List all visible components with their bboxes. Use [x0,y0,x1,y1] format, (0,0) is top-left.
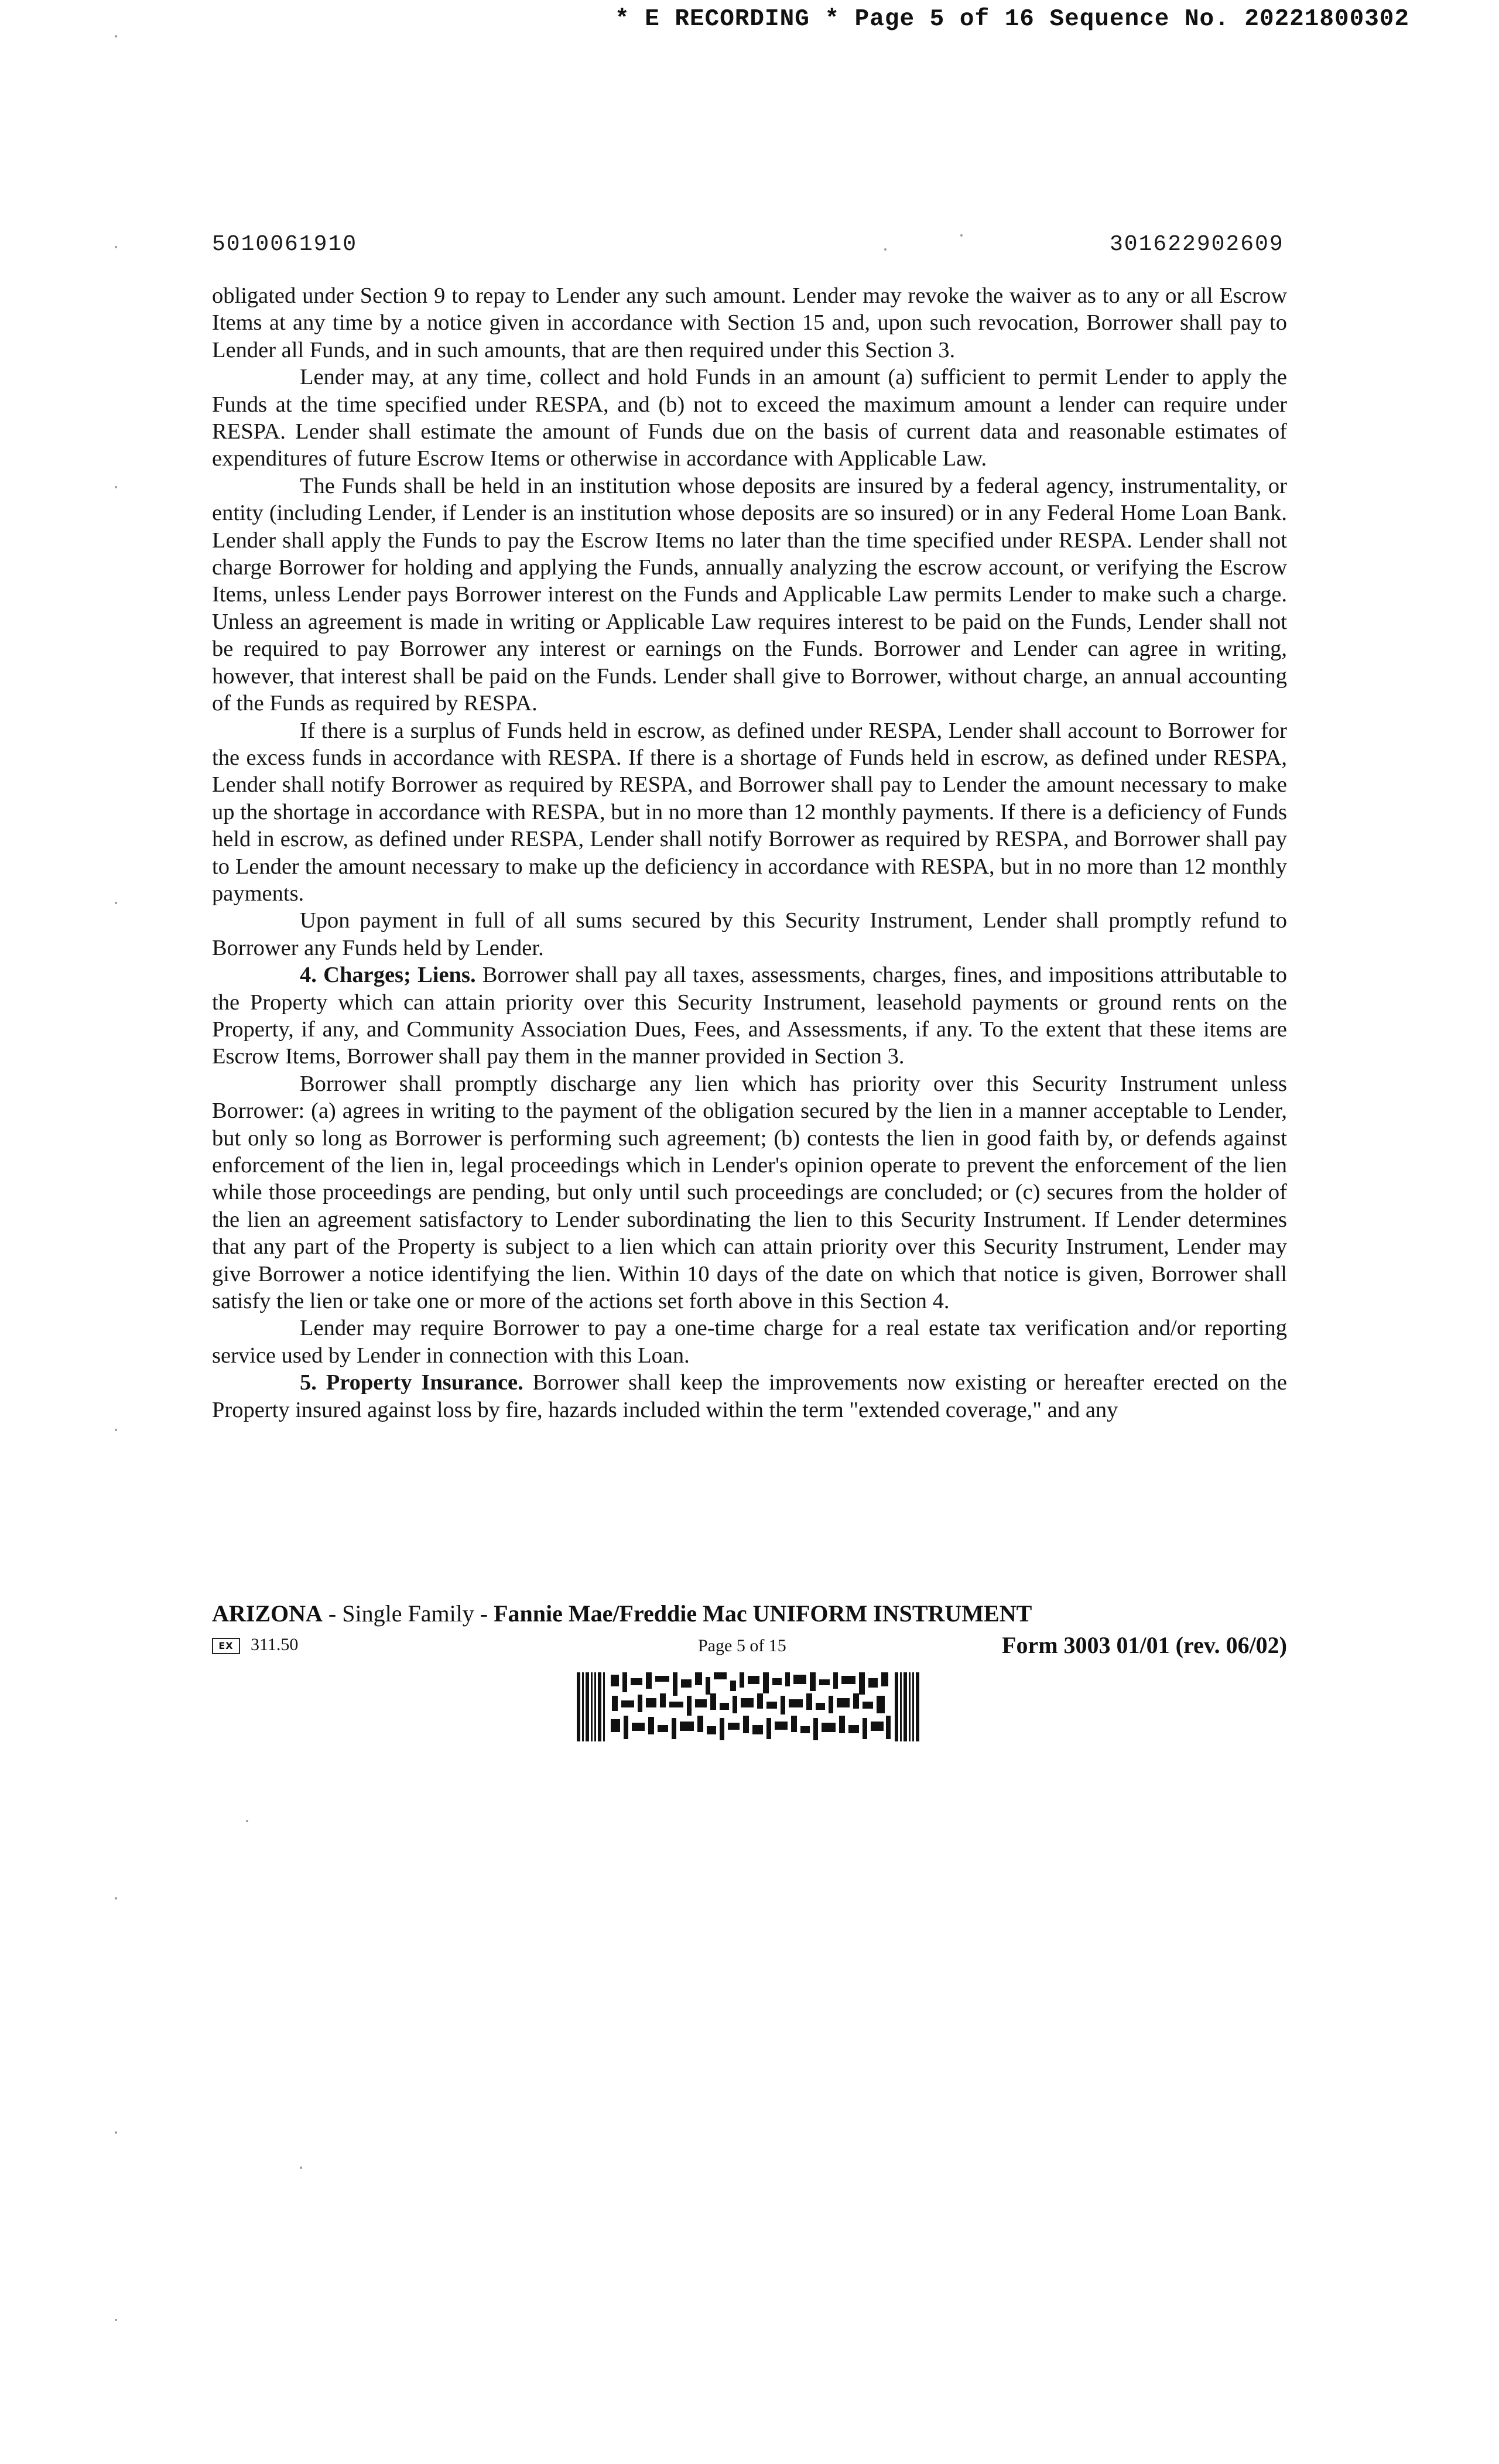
section-4-text: Borrower shall pay all taxes, assessments, charges, fines, and impositions attributable to the Property which can attain priority over this Security Instrument, leasehold payments or ground rents on the Property, if any, and Community Association Dues, Fees, and Assessments, if any. To the extent that these items are Escrow Items, Borrower shall pay them in the manner provided in Section 3. [212,963,1287,1069]
scan-speck [115,35,117,37]
footer-instrument-line [212,1600,1287,1627]
scan-speck [115,902,117,904]
loan-number-right: 301622902609 [1110,232,1284,257]
paragraph-surplus-shortage: If there is a surplus of Funds held in escrow, as defined under RESPA, Lender shall account to Borrower for the excess funds in accordance with RESPA. If there is a shortage of Funds held in escrow, as defined under RESPA, Lender shall notify Borrower as required by RESPA, and Borrower shall pay to Lender the amount necessary to make up the shortage in accordance with RESPA, but in no more than 12 monthly payments. If there is a deficiency of Funds held in escrow, as defined under RESPA, Lender shall notify Borrower as required by RESPA, and Borrower shall pay to Lender the amount necessary to make up the deficiency in accordance with RESPA, but in no more than 12 monthly payments. [212,718,1287,906]
footer-form-code-value: 311.50 [251,1635,299,1654]
document-body [212,282,1287,1423]
footer-form-number: Form 3003 01/01 (rev. 06/02) [1002,1632,1287,1658]
section-5-heading: 5. Property Insurance. [300,1370,523,1395]
scan-speck [115,2319,117,2321]
recording-header: * E RECORDING * Page 5 of 16 Sequence No. 20221800302 [615,6,1410,33]
scan-speck [115,1897,117,1900]
footer-form-code [212,1635,298,1655]
loan-number-left: 5010061910 [212,232,358,257]
paragraph-charges-liens [212,961,1287,1070]
scan-speck [115,246,117,248]
paragraph-property-insurance [212,1369,1287,1423]
paragraph-discharge-lien: Borrower shall promptly discharge any lien which has priority over this Security Instrument unless Borrower: (a) agrees in writing to the payment of the obligation secured by the lien in a manner acceptable to Lender, but only so long as Borrower is performing such agreement; (b) contests the lien in good faith by, or defends against enforcement of the lien in, legal proceedings which in Lender's opinion operate to prevent the enforcement of the lien while those proceedings are pending, but only until such proceedings are concluded; or (c) secures from the holder of the lien an agreement satisfactory to Lender subordinating the lien to this Security Instrument. If Lender determines that any part of the Property is subject to a lien which can attain priority over this Security Instrument, Lender may give Borrower a notice identifying the lien. Within 10 days of the date on which that notice is given, Borrower shall satisfy the lien or take one or more of the actions set forth above in this Section 4. [212,1071,1287,1314]
paragraph-tax-verification: Lender may require Borrower to pay a one-time charge for a real estate tax verification and/or reporting service used by Lender in connection with this Loan. [212,1316,1287,1368]
ellie-mae-logo-icon: EX [212,1638,240,1654]
paragraph-funds-held: The Funds shall be held in an institution whose deposits are insured by a federal agency, instrumentality, or entity (including Lender, if Lender is an institution whose deposits are so insured) or in any Federal Home Loan Bank. Lender shall apply the Funds to pay the Escrow Items no later than the time specified under RESPA. Lender shall not charge Borrower for holding and applying the Funds, annually analyzing the escrow account, or verifying the Escrow Items, unless Lender pays Borrower interest on the Funds and Applicable Law permits Lender to make such a charge. Unless an agreement is made in writing or Applicable Law requires interest to be paid on the Funds, Lender shall not be required to pay Borrower any interest or earnings on the Funds. Borrower and Lender can agree in writing, however, that interest shall be paid on the Funds. Lender shall give to Borrower, without charge, an annual accounting of the Funds as required by RESPA. [212,473,1287,716]
scan-speck [246,1820,248,1822]
scan-speck [115,2131,117,2134]
scan-speck [115,486,117,488]
scan-speck [300,2167,302,2169]
scan-speck [115,1429,117,1431]
scan-speck [884,248,887,251]
barcode-icon [577,1672,919,1741]
footer-description: - Single Family - [322,1600,494,1627]
paragraph-refund: Upon payment in full of all sums secured by this Security Instrument, Lender shall promptly refund to Borrower any Funds held by Lender. [212,908,1287,960]
scan-speck [960,234,963,237]
paragraph-escrow-waiver: obligated under Section 9 to repay to Lender any such amount. Lender may revoke the waiver as to any or all Escrow Items at any time by a notice given in accordance with Section 15 and, upon such revocation, Borrower shall pay to Lender all Funds, and in such amounts, that are then required under this Section 3. [212,283,1287,362]
footer-page-number: Page 5 of 15 [698,1636,786,1655]
footer-form-line [212,1631,1287,1661]
footer-instrument: Fannie Mae/Freddie Mac UNIFORM INSTRUMENT [494,1600,1032,1627]
paragraph-collect-funds: Lender may, at any time, collect and hold Funds in an amount (a) sufficient to permit Lender to apply the Funds at the time specified under RESPA, and (b) not to exceed the maximum amount a lender can require under RESPA. Lender shall estimate the amount of Funds due on the basis of current data and reasonable estimates of expenditures of future Escrow Items or otherwise in accordance with Applicable Law. [212,365,1287,471]
section-4-heading: 4. Charges; Liens. [300,963,476,988]
section-5-text: Borrower shall keep the improvements now existing or hereafter erected on the Property insured against loss by fire, hazards included within the term "extended coverage," and any [212,1370,1287,1422]
footer-state: ARIZONA [212,1600,323,1627]
